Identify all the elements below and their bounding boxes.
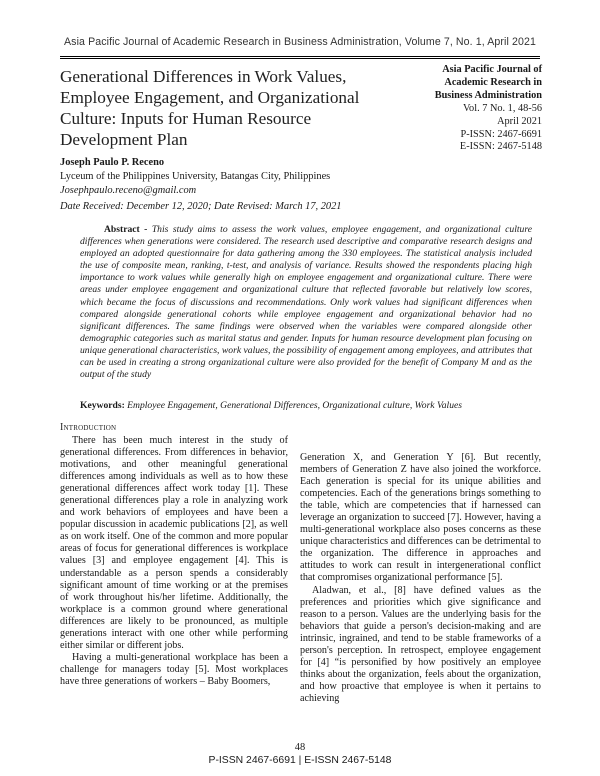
author-email[interactable]: Josephpaulo.receno@gmail.com bbox=[60, 184, 197, 196]
submission-dates: Date Received: December 12, 2020; Date Revised: March 17, 2021 bbox=[60, 201, 342, 212]
page-number: 48 bbox=[294, 742, 306, 753]
author-block bbox=[60, 156, 540, 197]
running-header: Asia Pacific Journal of Academic Research in Business Administration, Volume 7, No. 1, April 2021 bbox=[64, 36, 536, 48]
keywords bbox=[80, 400, 540, 412]
paper-title: Generational Differences in Work Values, Employee Engagement, and Organizational Culture: Inputs for Human Resource Development Plan bbox=[60, 67, 360, 149]
abstract-text: This study aims to assess the work values, employee engagement, and organizational culture differences when generations were considered. The research used descriptive and comparative research designs and employed an adopted questionnaire for data gathering among the 330 employees. The statistical analysis included the use of composite mean, ranking, t-test, and analysis of variance. Results showed the respondents placing high importance to work values while generally high on employee engagement and organizational culture. There were areas under employee engagement and organizational culture that reflected favorable but relatively low scores, which became the focus of discussions and recommendations. Only work values had significant differences when compared alongside generational cohorts while employee engagement and organizational behavior had no significant differences. The same findings were observed when the variables were compared alongside other demographic categories such as marital status and gender. Inputs for human resource development plan focusing on unique generational characteristics, work values, the possibility of engagement among employees, and attributes that can be used in creating a strong organizational culture were also provided for the benefit of Company M and as the output of the study bbox=[80, 224, 532, 381]
author-affiliation: Lyceum of the Philippines University, Batangas City, Philippines bbox=[60, 170, 331, 182]
abstract bbox=[80, 224, 532, 381]
journal-info bbox=[404, 64, 542, 154]
body-column-right bbox=[300, 452, 541, 705]
paragraph: Generation X, and Generation Y [6]. But recently, members of Generation Z have also joined the workforce. Each generation is special for its unique abilities and competencies. Each of the generations brings something to the table, which are competencies that if harnessed can leverage an organization to succeed [7]. However, having a multi-generational workplace also poses concerns as these unique characteristics and differences can be detrimental to the organization. The difference in approaches and attitudes to work can result in intergenerational conflict that compromises organizational performance [5]. bbox=[300, 452, 541, 584]
paragraph: There has been much interest in the study of generational differences. From differences in behavior, motivations, and other meaningful generational differences among individuals as well as to how these generational differences affect work today [1]. These generational differences play a role in analyzing work and work behaviors of employees and have been a popular discussion in academic publications [2], as well as on work itself. One of the common and more popular areas of focus for generational differences is workplace values [3] and employee engagement [4]. This is understandable as a person spends a considerably significant amount of time working or at the premises of work throughout his/her lifetime. Additionally, the workplace is a common ground where generational differences are likely to be pronounced, as multiple generations interact with one other while performing either similar or different jobs. bbox=[60, 435, 288, 651]
header-rule bbox=[60, 56, 540, 59]
footer-issn: P-ISSN 2467-6691 | E-ISSN 2467-5148 bbox=[208, 755, 392, 766]
journal-eissn: E-ISSN: 2467-5148 bbox=[459, 141, 542, 153]
journal-date: April 2021 bbox=[497, 115, 542, 127]
journal-name-line2: Academic Research in bbox=[444, 76, 542, 88]
keywords-text: Employee Engagement, Generational Differences, Organizational culture, Work Values bbox=[127, 400, 463, 411]
journal-name-line3: Business Administration bbox=[434, 89, 542, 101]
keywords-label: Keywords: bbox=[80, 400, 125, 411]
journal-name-line1: Asia Pacific Journal of bbox=[442, 64, 542, 75]
journal-pissn: P-ISSN: 2467-6691 bbox=[460, 128, 542, 140]
journal-volume: Vol. 7 No. 1, 48-56 bbox=[462, 102, 542, 114]
section-heading-introduction: Introduction bbox=[60, 422, 117, 433]
paragraph: Aladwan, et al., [8] have defined values as the preferences and priorities which give significance and reason to a person. Values are the underlying basis for the behaviors that guide a person's decision-making and are intrinsic, ingrained, and tend to be stable frameworks of a person's perception. In retrospect, employee engagement for [4] “is personified by how positively an employee thinks about the organization, feels about the organization, and how proactive that employee is when it pertains to achieving bbox=[300, 584, 541, 704]
paragraph: Having a multi-generational workplace has been a challenge for managers today [5]. Most workplaces have three generations of workers – Baby Boomers, bbox=[60, 651, 288, 687]
author-name: Joseph Paulo P. Receno bbox=[60, 157, 165, 168]
abstract-label: Abstract - bbox=[104, 224, 152, 235]
body-column-left bbox=[60, 422, 288, 688]
